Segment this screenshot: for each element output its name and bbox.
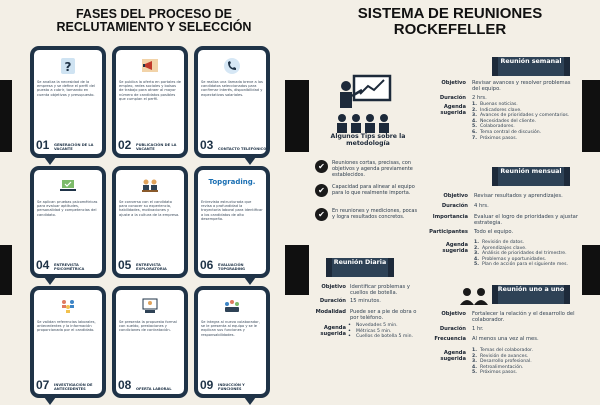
agenda-item: • Métricas 5 min. (348, 328, 392, 334)
meetings-title: SISTEMA DE REUNIONES ROCKEFELLER (357, 5, 543, 38)
weekly-duration (430, 95, 580, 102)
field-value: Evaluar el logro de prioridades y ajustar estrategia. (474, 214, 578, 226)
phase-card (194, 166, 270, 278)
phase-description: Se analiza la necesidad de la empresa y se define el perfil del puesto a cubrir, tomando en cuenta objetivos y presupuesto. (37, 80, 95, 97)
phase-card (194, 286, 270, 398)
laptop-icon (58, 176, 78, 196)
right-edge-tab (582, 245, 600, 295)
tip-text: Reuniones cortas, precisas, con objetivos y agenda previamente establecidos. (332, 160, 413, 178)
daily-meeting-header: Reunión Diaria (330, 258, 390, 277)
field-label: Duración (439, 95, 466, 101)
phase-label: ENTREVISTA PSICOMÉTRICA (54, 262, 85, 271)
weekly-meeting-header: Reunión semanal (496, 57, 566, 76)
agenda-item: 3. Desarrollo profesional. (472, 359, 532, 365)
agenda-item: • Novedades 5 min. (348, 323, 398, 328)
agenda-item: 6. Tema central de discusión. (472, 129, 542, 135)
agenda-item: 1. Temas del colaborador. (472, 348, 533, 353)
tip-item (315, 184, 420, 204)
team-icon (222, 296, 242, 316)
one-on-one-agenda (472, 348, 580, 376)
monthly-agenda-label (424, 242, 468, 256)
daily-duration (312, 298, 424, 305)
phase-description: Entrevista estructurada que revisa a profundidad la trayectoria laboral para identificar a los candidatos de alto desempeño. (201, 200, 263, 221)
phase-label: INDUCCIÓN Y FUNCIONES (218, 382, 245, 391)
field-label: Importancia (432, 214, 468, 220)
phases-grid (28, 46, 268, 400)
monthly-meeting-header: Reunión mensual (496, 167, 566, 186)
daily-modality (312, 309, 424, 321)
field-label: Duración (441, 203, 468, 209)
field-label: Modalidad (315, 309, 346, 315)
card-pointer (244, 277, 256, 285)
field-label: Objetivo (441, 311, 466, 317)
phase-label: OFERTA LABORAL (136, 386, 172, 391)
weekly-objective (430, 80, 580, 92)
phase-number: 03 (200, 138, 214, 152)
left-edge-tab (0, 80, 12, 152)
right-edge-tab (582, 80, 600, 152)
field-value: Todo el equipo. (474, 229, 514, 235)
agenda-item: 3. Avances de prioridades y comentarios. (472, 113, 570, 119)
agenda-item: 5. Próximos pasos. (472, 370, 518, 376)
phase-description: Se integra al nuevo colaborador, se le presenta al equipo y se le explican sus funciones y responsabilidades. (201, 320, 260, 337)
phase-card (112, 166, 188, 278)
phase-label: GENERACIÓN DE LA VACANTE (54, 142, 94, 151)
field-value: Identificar problemas y cuellos de botella. (350, 284, 410, 296)
phase-label: PUBLICACIÓN DE LA VACANTE (136, 142, 177, 151)
phase-number: 08 (118, 378, 132, 392)
tip-item (315, 208, 420, 228)
field-value: Revisar resultados y aprendizajes. (474, 193, 563, 199)
question-icon (58, 56, 78, 76)
field-label: Duración (319, 298, 346, 304)
tips-title: Algunos Tips sobre la metodología (330, 133, 406, 147)
tip-item (315, 160, 420, 180)
phase-description: Se presenta la propuesta formal con sueldo, prestaciones y condiciones de contratación. (119, 320, 177, 333)
phase-number: 09 (200, 378, 214, 392)
phase-card (112, 46, 188, 158)
phase-card (194, 46, 270, 158)
field-label: Objetivo (321, 284, 346, 290)
monthly-participants (424, 229, 580, 236)
field-label: Agenda sugerida (440, 350, 466, 362)
tip-text: Capacidad para alinear al equipo para lo que realmente importa. (332, 184, 415, 196)
phase-description: Se aplican pruebas psicométricas para evaluar aptitudes, personalidad y competencias del candidato. (37, 200, 98, 217)
agenda-item: 2. Revisión de avances. (472, 353, 529, 359)
phase-description: Se realiza una llamada breve a los candidatos seleccionados para confirmar interés, disponibilidad y expectativas salariales. (201, 80, 263, 97)
field-value: Al menos una vez al mes. (472, 336, 539, 342)
agenda-item: 5. Plan de acción para el siguiente mes. (474, 262, 568, 268)
monthly-importance (424, 214, 580, 226)
check-icon: ✔ (315, 160, 328, 173)
agenda-item: 2. Indicadores clave. (472, 107, 522, 113)
field-value: 1 hr. (472, 326, 484, 332)
one-on-one-frequency (428, 336, 580, 343)
field-label: Objetivo (441, 80, 466, 86)
phase-description: Se publica la oferta en portales de empleo, redes sociales y bolsas de trabajo para atraer al mayor número de candidatos posibles que cumplan el perfil. (119, 80, 181, 101)
card-pointer (44, 397, 56, 405)
one-on-one-agenda-label (428, 350, 466, 364)
field-label: Agenda sugerida (442, 242, 468, 254)
phase-label: CONTACTO TELEFÓNICO (218, 146, 267, 151)
interview-icon (140, 176, 160, 196)
recruitment-title: FASES DEL PROCESO DE RECLUTAMIENTO Y SELECCIÓN (56, 7, 252, 35)
daily-agenda-label (312, 325, 346, 339)
field-label: Duración (439, 326, 466, 332)
field-value: Puede ser a pie de obra o por teléfono. (350, 309, 417, 321)
field-label: Objetivo (443, 193, 468, 199)
weekly-agenda (472, 102, 580, 141)
one-on-one-duration (428, 326, 580, 333)
card-pointer (44, 157, 56, 165)
card-pointer (244, 397, 256, 405)
weekly-agenda-label (430, 104, 470, 118)
daily-agenda (348, 323, 424, 340)
one-on-one-objective (428, 311, 580, 323)
field-label: Agenda sugerida (440, 104, 466, 116)
phase-card (30, 46, 106, 158)
check-icon: ✔ (315, 184, 328, 197)
megaphone-icon (140, 56, 160, 76)
field-label: Participantes (429, 229, 468, 235)
phase-card (30, 286, 106, 398)
svg-text:?: ? (64, 60, 72, 74)
daily-objective (312, 284, 424, 296)
phase-card (30, 166, 106, 278)
phase-number: 02 (118, 138, 132, 152)
agenda-item: 1. Buenas noticias. (472, 102, 518, 107)
phase-number: 05 (118, 258, 132, 272)
monthly-objective (424, 193, 580, 200)
left-edge-tab (0, 245, 12, 295)
phase-number: 07 (36, 378, 50, 392)
monthly-agenda (474, 240, 580, 268)
phase-card (112, 286, 188, 398)
card-pointer (244, 157, 256, 165)
card-pointer (44, 277, 56, 285)
field-value: Revisar avances y resolver problemas del equipo. (472, 80, 571, 92)
field-value: 4 hrs. (474, 203, 489, 209)
tip-text: En reuniones y mediciones, pocas y logra resultados concretos. (332, 208, 418, 220)
field-value: Fortalecer la relación y el desarrollo del colaborador. (472, 311, 575, 323)
phase-number: 01 (36, 138, 50, 152)
field-label: Agenda sugerida (320, 325, 346, 337)
people-icon (58, 296, 78, 316)
field-value: 2 hrs. (472, 95, 487, 101)
check-icon: ✔ (315, 208, 328, 221)
center-tab (285, 245, 309, 295)
agenda-item: 4. Necesidades del cliente. (472, 118, 536, 124)
agenda-item: 4. Problemas y oportunidades. (474, 256, 547, 262)
center-tab (285, 80, 309, 152)
topgrading-logo: Topgrading. (208, 178, 256, 186)
handshake-icon (140, 296, 160, 316)
phase-number: 06 (200, 258, 214, 272)
presenter-icon (332, 72, 396, 134)
field-label: Frecuencia (434, 336, 466, 342)
agenda-item: 5. Colaboradores. (472, 124, 515, 130)
agenda-item: 7. Próximos pasos. (472, 135, 518, 141)
agenda-item: 2. Aprendizajes clave. (474, 245, 527, 251)
phase-label: ENTREVISTA EXPLORATORIA (136, 262, 167, 271)
one-on-one-icon (458, 287, 490, 305)
phase-description: Se conversa con el candidato para conocer su experiencia, habilidades, motivaciones y ajuste a la cultura de la empresa. (119, 200, 180, 217)
agenda-item: • Cuellos de botella 5 min. (348, 334, 414, 340)
agenda-item: 3. Análisis de prioridades del trimestre. (474, 251, 567, 257)
one-on-one-meeting-header: Reunión uno a uno (496, 285, 566, 304)
field-value: 15 minutos. (350, 298, 381, 304)
agenda-item: 4. Retroalimentación. (472, 364, 524, 370)
agenda-item: 1. Revisión de datos. (474, 240, 525, 245)
phone-icon (222, 56, 242, 76)
phase-label: EVALUACIÓN TOPGRADING (218, 262, 245, 271)
monthly-duration (424, 203, 580, 210)
phase-description: Se validan referencias laborales, antecedentes y la información proporcionada por el candidato. (37, 320, 96, 333)
phase-label: INVESTIGACIÓN DE ANTECEDENTES (54, 382, 93, 391)
phase-number: 04 (36, 258, 50, 272)
